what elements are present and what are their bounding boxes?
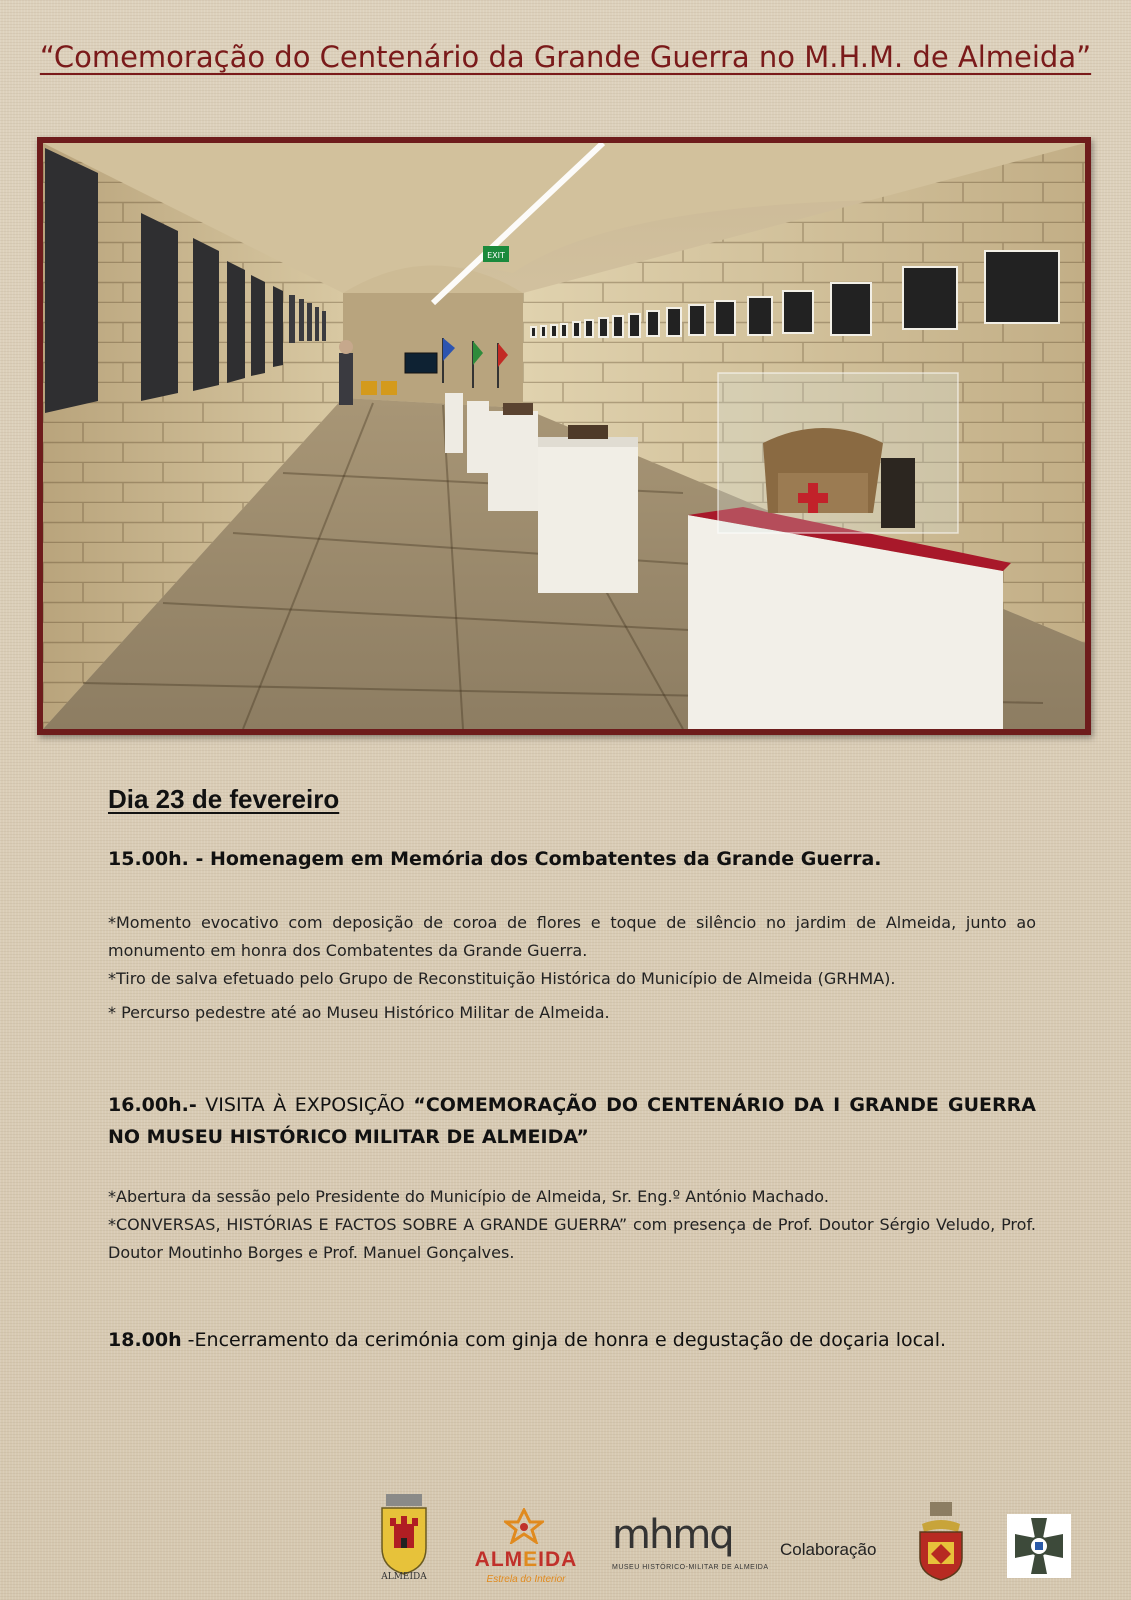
event-2-visit: VISITA À EXPOSIÇÃO [196, 1094, 414, 1116]
brand-wordmark: ALMEIDA [474, 1548, 578, 1571]
event-2 [108, 1089, 1036, 1153]
collaborator-crest-logo [914, 1502, 968, 1582]
page-title: “Comemoração do Centenário da Grande Guerra no M.H.M. de Almeida” [39, 40, 1092, 74]
mhm-logo [612, 1512, 772, 1586]
event-3-time: 18.00h [108, 1329, 182, 1351]
event-1-details [108, 909, 1036, 1027]
event-1-line-3: * Percurso pedestre até ao Museu Histórico Militar de Almeida. [108, 1003, 610, 1022]
military-cross-icon [1007, 1514, 1071, 1578]
almeida-brand-logo [466, 1508, 586, 1594]
collab-label: Colaboração [780, 1540, 877, 1559]
star-icon [504, 1508, 544, 1544]
cross-emblem-logo [1007, 1514, 1071, 1578]
gallery-photo-illustration [43, 143, 1085, 729]
mhm-wordmark: mhmq [612, 1512, 733, 1558]
event-day: Dia 23 de fevereiro [108, 784, 340, 814]
crest-label: ALMEIDA [381, 1572, 427, 1582]
brand-tagline: Estrela do Interior [486, 1574, 566, 1585]
event-1-heading: 15.00h. - Homenagem em Memória dos Combatentes da Grande Guerra. [108, 848, 882, 870]
event-3 [108, 1320, 1036, 1360]
heraldic-crest-icon [914, 1502, 968, 1582]
event-3-description: -Encerramento da cerimónia com ginja de honra e degustação de doçaria local. [181, 1329, 947, 1351]
svg-text:EXIT: EXIT [487, 251, 505, 260]
event-1-line-1: *Momento evocativo com deposição de coroa de flores e toque de silêncio no jardim de Almeida, junto ao monumento em honra dos Combatentes da Grande Guerra. [108, 913, 1036, 960]
museum-photo [37, 137, 1091, 735]
event-2-heading [108, 1089, 1036, 1153]
mhm-subtitle: MUSEU HISTÓRICO-MILITAR DE ALMEIDA [612, 1564, 769, 1571]
event-2-time: 16.00h.- [108, 1094, 197, 1116]
event-2-exhibit: “COMEMORAÇÃO DO CENTENÁRIO DA I GRANDE GUERRA NO MUSEU HISTÓRICO MILITAR DE ALMEIDA” [108, 1094, 1036, 1148]
almeida-crest-logo [374, 1494, 434, 1590]
event-3-text [108, 1320, 1036, 1360]
event-2-line-2: *CONVERSAS, HISTÓRIAS E FACTOS SOBRE A GRANDE GUERRA” com presença de Prof. Doutor Sérgio Veludo, Prof. Doutor Moutinho Borges e Prof. Manuel Gonçalves. [108, 1215, 1036, 1262]
event-2-line-1: *Abertura da sessão pelo Presidente do Município de Almeida, Sr. Eng.º António Machado. [108, 1187, 829, 1206]
event-2-details [108, 1183, 1036, 1267]
event-1-line-2: *Tiro de salva efetuado pelo Grupo de Reconstituição Histórica do Município de Almeida (GRHMA). [108, 969, 896, 988]
event-1 [108, 848, 1036, 870]
